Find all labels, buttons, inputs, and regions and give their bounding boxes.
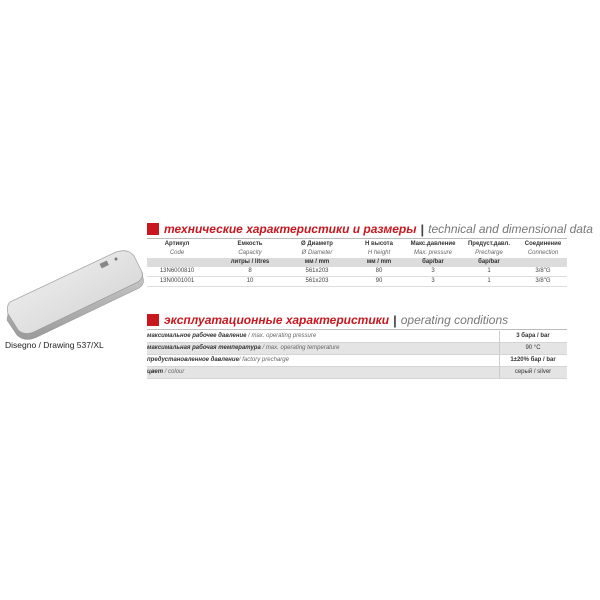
- label-en: / colour: [163, 369, 185, 375]
- technical-section-header: [147, 220, 593, 238]
- unit-height: мм / mm: [366, 259, 392, 265]
- operating-row-precharge: [147, 355, 567, 367]
- unit-capacity: литры / litres: [230, 259, 270, 265]
- header-capacity: Емкость: [237, 241, 263, 247]
- technical-title-ru: технические характеристики и размеры: [164, 222, 417, 236]
- table-units-row: [147, 258, 567, 267]
- cell-height: 80: [375, 268, 383, 274]
- section-divider: [147, 329, 567, 330]
- cell-connection: 3/8"G: [535, 268, 551, 274]
- drawing-caption: Disegno / Drawing 537/XL: [5, 340, 104, 350]
- title-separator: |: [393, 312, 397, 328]
- technical-table: [147, 240, 567, 287]
- cell-capacity: 8: [248, 268, 252, 274]
- unit-diameter: мм / mm: [304, 259, 330, 265]
- table-row: [147, 277, 567, 287]
- header-height: H высота: [365, 241, 393, 247]
- section-marker-icon: [147, 223, 159, 235]
- cell-connection: 3/8"G: [535, 278, 551, 284]
- operating-row-max-temperature: [147, 343, 567, 355]
- label-ru: предустановленное давление: [147, 357, 239, 363]
- cell-diameter: 561x203: [305, 278, 329, 284]
- cell-capacity: 10: [246, 278, 254, 284]
- cell-code: 13N6000810: [159, 268, 195, 274]
- operating-title-ru: эксплуатационные характеристики: [164, 313, 390, 327]
- header-code: Артикул: [164, 241, 190, 247]
- section-divider: [147, 238, 567, 239]
- cell-diameter: 561x203: [305, 268, 329, 274]
- unit-max-pressure: бар/bar: [422, 259, 444, 265]
- expansion-vessel-image: [4, 242, 146, 340]
- subheader-code: Code: [169, 250, 185, 256]
- table-row: [147, 267, 567, 277]
- label-ru: максимальная рабочая температура: [147, 345, 261, 351]
- operating-value: серый / silver: [514, 369, 552, 375]
- cell-max-pressure: 3: [431, 278, 435, 284]
- operating-label: [147, 355, 289, 366]
- operating-value: 90 °C: [525, 345, 541, 351]
- table-header-row: [147, 240, 567, 249]
- cell-precharge: 1: [487, 278, 491, 284]
- operating-table: [147, 331, 567, 379]
- cell-height: 90: [375, 278, 383, 284]
- title-separator: |: [420, 221, 425, 237]
- technical-title-en: technical and dimensional data: [428, 222, 593, 236]
- label-en: / factory precharge: [238, 357, 289, 363]
- subheader-diameter: Ø Diameter: [301, 250, 333, 256]
- header-connection: Соединение: [524, 241, 562, 247]
- operating-value: 3 бара / bar: [516, 333, 550, 339]
- label-en: / max. operating temperature: [260, 345, 340, 351]
- operating-row-colour: [147, 367, 567, 379]
- subheader-capacity: Capacity: [238, 250, 262, 256]
- operating-section-header: [147, 311, 508, 329]
- subheader-height: H height: [367, 250, 391, 256]
- section-marker-icon: [147, 314, 159, 326]
- label-ru: цвет: [147, 369, 164, 375]
- header-max-pressure: Макс.давление: [410, 241, 456, 247]
- label-en: / max. operating pressure: [246, 333, 317, 339]
- operating-label: [147, 367, 184, 378]
- cell-precharge: 1: [487, 268, 491, 274]
- cell-code: 13N0001001: [159, 278, 195, 284]
- operating-label: [147, 331, 316, 342]
- cell-max-pressure: 3: [431, 268, 435, 274]
- operating-label: [147, 343, 340, 354]
- subheader-max-pressure: Max. pressure: [413, 250, 452, 256]
- unit-precharge: бар/bar: [478, 259, 500, 265]
- subheader-precharge: Precharge: [475, 250, 503, 256]
- header-precharge: Предуст.давл.: [467, 241, 511, 247]
- header-diameter: Ø Диаметр: [301, 241, 333, 247]
- operating-row-max-pressure: [147, 331, 567, 343]
- operating-value: 1±20% бар / bar: [510, 357, 556, 363]
- table-subheader-row: [147, 249, 567, 258]
- label-ru: максимальное рабочее давление: [147, 333, 247, 339]
- operating-title-en: operating conditions: [400, 313, 509, 327]
- subheader-connection: Connection: [527, 250, 559, 256]
